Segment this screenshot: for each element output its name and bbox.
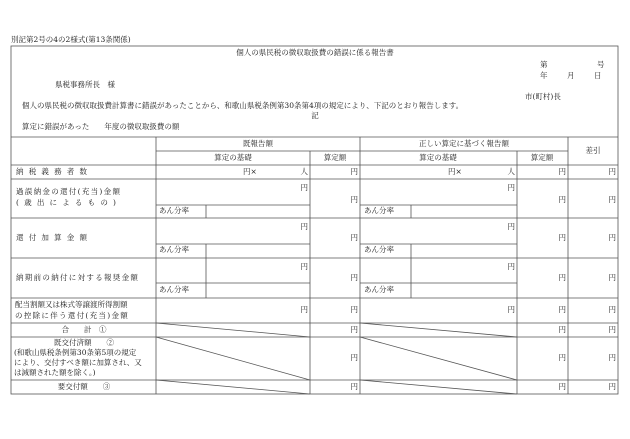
unit-yen: 円 — [558, 353, 566, 362]
date-month: 月 — [567, 71, 575, 80]
unit-yen-times: 円× — [448, 167, 462, 176]
header-diff: 差引 — [585, 146, 601, 155]
number-go: 号 — [597, 60, 605, 69]
anbun-label: あん分率 — [364, 245, 394, 254]
subtitle: 算定に錯誤があった 年度の徴収取扱費の額 — [22, 122, 180, 131]
anbun-label: あん分率 — [159, 206, 189, 215]
unit-yen: 円 — [558, 382, 566, 391]
form-id: 別記第2号の4の2様式(第13条関係) — [11, 35, 131, 44]
addressee: 県税事務所長 様 — [55, 80, 115, 89]
unit-yen: 円 — [507, 222, 515, 231]
unit-yen: 円 — [558, 305, 566, 314]
unit-yen: 円 — [350, 305, 358, 314]
unit-yen: 円 — [608, 233, 616, 242]
unit-yen: 円 — [350, 273, 358, 282]
unit-yen: 円 — [300, 222, 308, 231]
anbun-label: あん分率 — [159, 285, 189, 294]
unit-yen: 円 — [350, 167, 358, 176]
anbun-label: あん分率 — [159, 245, 189, 254]
row-label-early: 納期前の納付に対する報奨金額 — [16, 273, 140, 282]
header-amount: 算定額 — [323, 153, 347, 162]
unit-yen: 円 — [608, 195, 616, 204]
body-text: 個人の県民税の徴収取扱費計算書に錯誤があったことから、和歌山県税条例第30条第4項の規定により、下記のとおり報告します。 — [22, 101, 464, 110]
row-label-paid-note1: (和歌山県税条例第30条第5項の規定 — [14, 348, 137, 357]
row-label-refund-sub: (歳出によるもの) — [16, 198, 122, 207]
row-label-total: 合 計 ① — [61, 325, 107, 334]
row-label-addition: 還付加算金額 — [16, 233, 93, 242]
header-reported: 既報告額 — [243, 139, 273, 148]
unit-yen: 円 — [350, 233, 358, 242]
unit-yen: 円 — [558, 233, 566, 242]
unit-yen: 円 — [300, 305, 308, 314]
unit-yen: 円 — [558, 325, 566, 334]
unit-yen: 円 — [350, 353, 358, 362]
diagonal-lines — [156, 323, 517, 394]
page-title: 個人の県民税の徴収取扱費の錯誤に係る報告書 — [236, 48, 394, 57]
date-day: 日 — [594, 71, 602, 80]
row-label-paid-note2: により、交付すべき額に加算され、又 — [14, 358, 142, 367]
unit-yen: 円 — [507, 305, 515, 314]
unit-yen: 円 — [300, 262, 308, 271]
row-label-taxpayers: 納税義務者数 — [16, 167, 93, 176]
unit-person: 人 — [300, 167, 308, 176]
unit-yen-times: 円× — [243, 167, 257, 176]
header-basis: 算定の基礎 — [419, 153, 457, 162]
unit-yen: 円 — [558, 273, 566, 282]
sender: 市(町村)長 — [525, 92, 561, 101]
unit-yen: 円 — [608, 167, 616, 176]
unit-person: 人 — [507, 167, 515, 176]
anbun-label: あん分率 — [364, 285, 394, 294]
unit-yen: 円 — [608, 325, 616, 334]
unit-yen: 円 — [507, 262, 515, 271]
ki-label: 記 — [311, 111, 319, 120]
anbun-label: あん分率 — [364, 206, 394, 215]
vertical-lines — [156, 137, 568, 394]
unit-yen: 円 — [608, 273, 616, 282]
header-amount: 算定額 — [530, 153, 554, 162]
row-label-dividend: 配当割額又は株式等譲渡所得割額 — [15, 300, 128, 309]
header-correct: 正しい算定に基づく報告額 — [419, 139, 509, 148]
row-label-refund: 過誤納金の還付(充当)金額 — [16, 187, 122, 196]
unit-yen: 円 — [350, 195, 358, 204]
row-label-paid-note3: は減額された額を除く。) — [14, 368, 96, 377]
unit-yen: 円 — [608, 305, 616, 314]
number-dai: 第 — [540, 60, 548, 69]
row-label-due: 要交付額 ③ — [57, 382, 111, 391]
header-basis: 算定の基礎 — [214, 153, 252, 162]
unit-yen: 円 — [350, 325, 358, 334]
unit-yen: 円 — [507, 183, 515, 192]
date-year: 年 — [540, 71, 548, 80]
unit-yen: 円 — [608, 353, 616, 362]
unit-yen: 円 — [350, 382, 358, 391]
unit-yen: 円 — [558, 195, 566, 204]
unit-yen: 円 — [300, 183, 308, 192]
row-label-dividend-sub: の控除に伴う還付(充当)金額 — [15, 311, 130, 320]
row-label-paid: 既交付済額 ② — [54, 338, 114, 347]
unit-yen: 円 — [608, 382, 616, 391]
unit-yen: 円 — [558, 167, 566, 176]
